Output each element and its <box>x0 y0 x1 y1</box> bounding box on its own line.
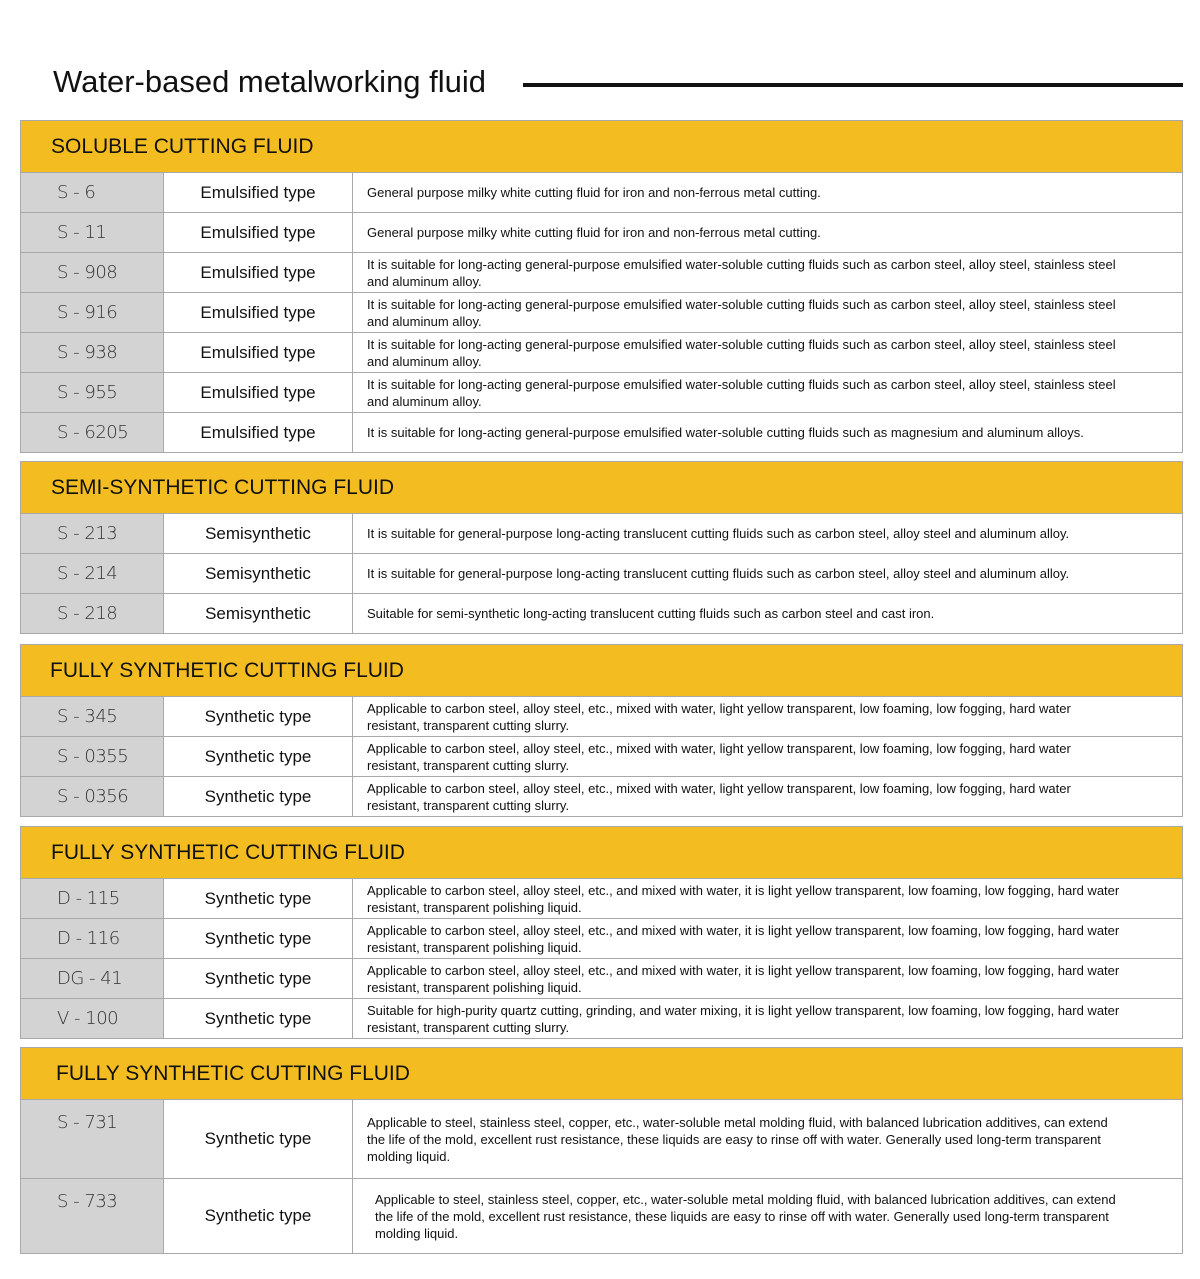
product-description: Applicable to carbon steel, alloy steel, etc., mixed with water, light yellow transparent, low foaming, low fogging, hard water resistant, transparent cutting slurry. <box>367 740 1071 773</box>
product-description: Applicable to steel, stainless steel, copper, etc., water-soluble metal molding fluid, with balanced lubrication additives, can extend the life of the mold, excellent rust resistance, these liquids are easy to rinse off with water. Generally used long-term transparent molding liquid. <box>367 1114 1108 1164</box>
section-heading: FULLY SYNTHETIC CUTTING FLUID <box>50 658 404 682</box>
product-type: Synthetic type <box>164 737 353 776</box>
product-code: S - 916 <box>21 293 164 332</box>
product-type: Semisynthetic <box>164 514 353 553</box>
product-description: It is suitable for long-acting general-purpose emulsified water-soluble cutting fluids such as magnesium and aluminum alloys. <box>367 425 1084 440</box>
table-row <box>21 919 1182 959</box>
product-code: D - 116 <box>21 919 164 958</box>
product-code: DG - 41 <box>21 959 164 998</box>
product-type: Synthetic type <box>164 919 353 958</box>
product-code: S - 11 <box>21 213 164 252</box>
product-code: D - 115 <box>21 879 164 918</box>
product-type: Synthetic type <box>164 697 353 736</box>
section-soluble-cutting-fluid <box>20 120 1183 453</box>
product-type: Emulsified type <box>164 213 353 252</box>
product-description: It is suitable for long-acting general-purpose emulsified water-soluble cutting fluids such as carbon steel, alloy steel, stainless steel and aluminum alloy. <box>367 256 1116 289</box>
table-row <box>21 213 1182 253</box>
product-code: S - 938 <box>21 333 164 372</box>
product-description: It is suitable for long-acting general-purpose emulsified water-soluble cutting fluids such as carbon steel, alloy steel, stainless steel and aluminum alloy. <box>367 336 1116 369</box>
product-description: Applicable to carbon steel, alloy steel, etc., mixed with water, light yellow transparent, low foaming, low fogging, hard water resistant, transparent cutting slurry. <box>367 700 1071 733</box>
product-type: Semisynthetic <box>164 554 353 593</box>
table-row <box>21 554 1182 594</box>
table-row <box>21 293 1182 333</box>
product-code: S - 218 <box>21 594 164 633</box>
product-type: Emulsified type <box>164 253 353 292</box>
product-code: S - 955 <box>21 373 164 412</box>
product-type: Synthetic type <box>164 959 353 998</box>
product-description: General purpose milky white cutting fluid for iron and non-ferrous metal cutting. <box>367 225 821 240</box>
product-description: Applicable to carbon steel, alloy steel, etc., mixed with water, light yellow transparent, low foaming, low fogging, hard water resistant, transparent cutting slurry. <box>367 780 1071 813</box>
product-description: It is suitable for long-acting general-purpose emulsified water-soluble cutting fluids such as carbon steel, alloy steel, stainless steel and aluminum alloy. <box>367 296 1116 329</box>
product-type: Emulsified type <box>164 373 353 412</box>
product-type: Synthetic type <box>164 1179 353 1253</box>
product-description: Applicable to steel, stainless steel, copper, etc., water-soluble metal molding fluid, with balanced lubrication additives, can extend the life of the mold, excellent rust resistance, these liquids are easy to rinse off with water. Generally used long-term transparent molding liquid. <box>375 1191 1116 1241</box>
section-header <box>21 462 1182 514</box>
product-description: Applicable to carbon steel, alloy steel, etc., and mixed with water, it is light yellow transparent, low foaming, low fogging, hard water resistant, transparent polishing liquid. <box>367 962 1120 995</box>
section-heading: FULLY SYNTHETIC CUTTING FLUID <box>51 840 405 864</box>
product-type: Synthetic type <box>164 1100 353 1178</box>
table-row <box>21 413 1182 452</box>
product-code: S - 0355 <box>21 737 164 776</box>
section-header <box>21 827 1182 879</box>
section-semi-synthetic-cutting-fluid <box>20 461 1183 634</box>
product-code: S - 731 <box>21 1100 164 1178</box>
product-type: Emulsified type <box>164 293 353 332</box>
product-type: Synthetic type <box>164 999 353 1038</box>
product-description: Suitable for high-purity quartz cutting, grinding, and water mixing, it is light yellow transparent, low foaming, low fogging, hard water resistant, transparent cutting slurry. <box>367 1002 1120 1035</box>
table-row <box>21 879 1182 919</box>
product-description: It is suitable for general-purpose long-acting translucent cutting fluids such as carbon steel, alloy steel and aluminum alloy. <box>367 526 1070 541</box>
product-description: Applicable to carbon steel, alloy steel, etc., and mixed with water, it is light yellow transparent, low foaming, low fogging, hard water resistant, transparent polishing liquid. <box>367 922 1120 955</box>
product-type: Emulsified type <box>164 173 353 212</box>
product-code: V - 100 <box>21 999 164 1038</box>
product-description: It is suitable for general-purpose long-acting translucent cutting fluids such as carbon steel, alloy steel and aluminum alloy. <box>367 566 1070 581</box>
section-header <box>21 645 1182 697</box>
product-code: S - 345 <box>21 697 164 736</box>
section-header <box>21 1048 1182 1100</box>
table-row <box>21 1100 1182 1179</box>
table-row <box>21 777 1182 816</box>
product-type: Emulsified type <box>164 413 353 452</box>
product-description: It is suitable for long-acting general-purpose emulsified water-soluble cutting fluids such as carbon steel, alloy steel, stainless steel and aluminum alloy. <box>367 376 1116 409</box>
table-row <box>21 173 1182 213</box>
product-type: Synthetic type <box>164 879 353 918</box>
product-description: Suitable for semi-synthetic long-acting translucent cutting fluids such as carbon steel and cast iron. <box>367 606 935 621</box>
product-type: Emulsified type <box>164 333 353 372</box>
product-description: General purpose milky white cutting fluid for iron and non-ferrous metal cutting. <box>367 185 821 200</box>
section-fully-synthetic-cutting-fluid-2 <box>20 826 1183 1039</box>
product-type: Synthetic type <box>164 777 353 816</box>
section-fully-synthetic-cutting-fluid-3 <box>20 1047 1183 1254</box>
table-row <box>21 737 1182 777</box>
product-description: Applicable to carbon steel, alloy steel, etc., and mixed with water, it is light yellow transparent, low foaming, low fogging, hard water resistant, transparent polishing liquid. <box>367 882 1120 915</box>
table-row <box>21 514 1182 554</box>
section-fully-synthetic-cutting-fluid-1 <box>20 644 1183 817</box>
product-code: S - 6 <box>21 173 164 212</box>
product-code: S - 6205 <box>21 413 164 452</box>
table-row <box>21 253 1182 293</box>
table-row <box>21 697 1182 737</box>
product-type: Semisynthetic <box>164 594 353 633</box>
table-row <box>21 373 1182 413</box>
table-row <box>21 594 1182 633</box>
section-header <box>21 121 1182 173</box>
table-row <box>21 999 1182 1038</box>
page-title: Water-based metalworking fluid <box>53 64 487 99</box>
table-row <box>21 1179 1182 1253</box>
section-heading: SEMI-SYNTHETIC CUTTING FLUID <box>51 475 395 499</box>
product-code: S - 213 <box>21 514 164 553</box>
section-heading: FULLY SYNTHETIC CUTTING FLUID <box>56 1061 410 1085</box>
table-row <box>21 333 1182 373</box>
product-code: S - 214 <box>21 554 164 593</box>
product-code: S - 908 <box>21 253 164 292</box>
table-row <box>21 959 1182 999</box>
title-divider-line <box>523 83 1183 87</box>
section-heading: SOLUBLE CUTTING FLUID <box>51 134 314 158</box>
page-header <box>53 60 1183 104</box>
product-code: S - 0356 <box>21 777 164 816</box>
product-code: S - 733 <box>21 1179 164 1253</box>
